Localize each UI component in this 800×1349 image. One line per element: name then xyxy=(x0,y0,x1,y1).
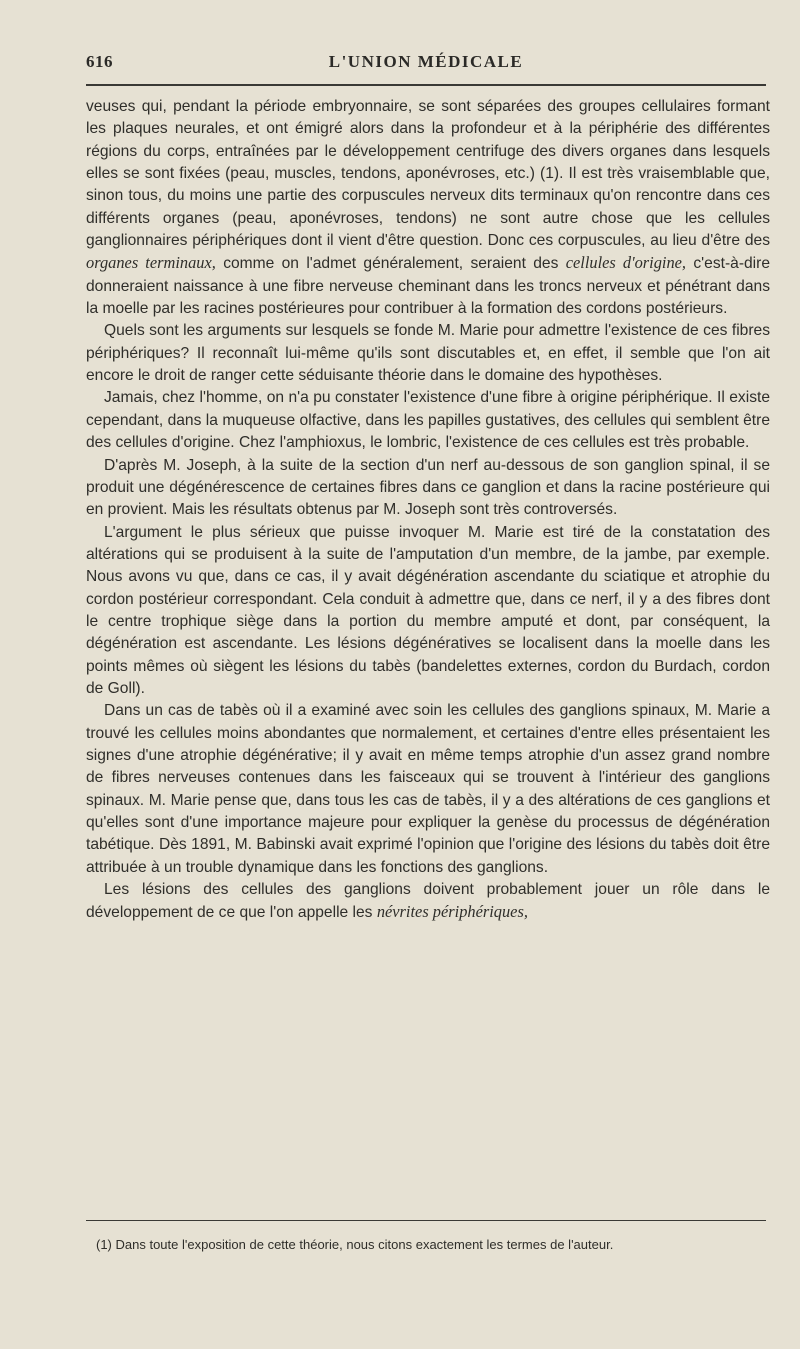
body-text xyxy=(86,96,770,925)
paragraph-5: L'argument le plus sérieux que puisse invoquer M. Marie est tiré de la constatation des altérations qui se produisent à la suite de l'amputation d'un membre, de la jambe, par exemple. Nous avons vu que, dans ce cas, il y avait dégénération ascendante du sciatique et atrophie du cordon postérieur correspondant. Cela conduit à admettre que, dans ce nerf, il y a des fibres dont le centre trophique siège dans la portion du membre amputé et dont, par conséquent, la dégénération est ascendante. Les lésions dégénératives se localisent dans la moelle dans les points mêmes où siègent les lésions du tabès (bandelettes externes, cordon du Burdach, cordon de Goll). xyxy=(86,523,770,697)
paragraph-1-text-c: c'est-à-dire donneraient naissance à une fibre nerveuse cheminant dans les troncs nerveux et pénétrant dans la moelle par les racines postérieures pour contribuer à la formation des cordons postérieurs. xyxy=(86,255,771,318)
footnote-text: (1) Dans toute l'exposition de cette théorie, nous citons exactement les termes de l'auteur. xyxy=(96,1237,614,1252)
paragraph-3: Jamais, chez l'homme, on n'a pu constater l'existence d'une fibre à origine périphérique. Il existe cependant, dans la muqueuse olfactive, dans les papilles gustatives, des cellules qui semblent être des cellules d'origine. Chez l'amphioxus, le lombric, l'existence de ces cellules est très probable. xyxy=(86,389,770,452)
italic-cellules-origine: cellules d'origine, xyxy=(565,253,687,273)
paragraph-1-text-a: veuses qui, pendant la période embryonnaire, se sont séparées des groupes cellulaires formant les plaques neurales, et ont émigré alors dans la profondeur et à la périphérie des différentes régions du corps, entraînées par le développement centrifuge des divers organes dans lesquels elles se sont fixées (peau, muscles, tendons, aponévroses, etc.) (1). Il est très vraisemblable que, sinon tous, du moins une partie des corpuscules nerveux dits terminaux qu'on rencontre dans ces différents organes (peau, aponévroses, tendons) ne sont autre chose que les cellules ganglionnaires périphériques dont il vient d'être question. Donc ces corpuscules, au lieu d'être des xyxy=(86,98,770,250)
paragraph-4: D'après M. Joseph, à la suite de la section d'un nerf au-dessous de son ganglion spinal, il se produit une dégénérescence de certaines fibres dans ce ganglion et dans la racine postérieure qui en provient. Mais les résultats obtenus par M. Joseph sont très controversés. xyxy=(86,456,770,519)
italic-nevrites-peripheriques: névrites périphériques, xyxy=(376,902,528,922)
running-head: L'UNION MÉDICALE xyxy=(328,52,524,71)
paragraph-6: Dans un cas de tabès où il a examiné avec soin les cellules des ganglions spinaux, M. Marie a trouvé les cellules moins abondantes que normalement, et certaines d'entre elles présentaient les signes d'une atrophie dégénérative; il y avait en même temps atrophie d'un assez grand nombre de fibres nerveuses contenues dans les faisceaux qui se trouvent à l'intérieur des ganglions spinaux. M. Marie pense que, dans tous les cas de tabès, il y a des altérations de ces ganglions et qu'elles sont d'une importance majeure pour expliquer la genèse du processus de dégénération tabétique. Dès 1891, M. Babinski avait exprimé l'opinion que l'origine des lésions du tabès doit être attribuée à un trouble dynamique dans les fonctions des ganglions. xyxy=(86,702,770,876)
paragraph-1 xyxy=(86,96,770,320)
page-number: 616 xyxy=(86,52,113,71)
paragraph-1-text-b: comme on l'admet généralement, seraient des xyxy=(215,255,566,273)
italic-organes-terminaux: organes terminaux, xyxy=(86,253,216,273)
paragraph-7-text: Les lésions des cellules des ganglions doivent probablement jouer un rôle dans le développement de ce que l'on appelle les xyxy=(86,881,770,922)
paragraph-7 xyxy=(86,879,770,925)
footnote xyxy=(86,1236,766,1254)
paragraph-2: Quels sont les arguments sur lesquels se fonde M. Marie pour admettre l'existence de ces fibres périphériques? Il reconnaît lui-même qu'ils sont discutables et, en effet, il semble que l'on ait encore le droit de ranger cette séduisante théorie dans le domaine des hypothèses. xyxy=(86,322,770,385)
footnote-rule xyxy=(86,1220,766,1221)
header-rule xyxy=(86,84,766,86)
page-header xyxy=(86,52,766,80)
